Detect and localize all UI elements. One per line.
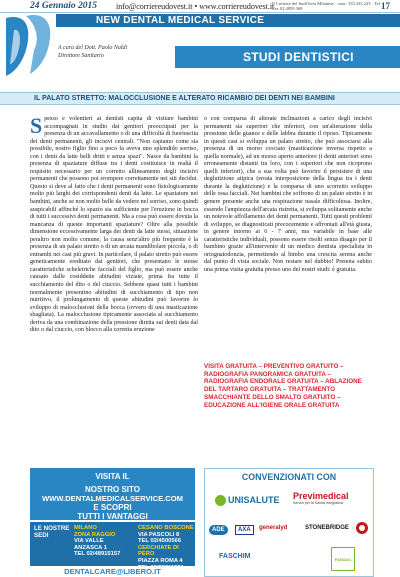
- previmedical-logo: [293, 491, 349, 505]
- article-text-right: o con comparsa di alterate inclinazioni a carico degli incisivi permanenti sia superiori che inferiori, con un'alterazione della pressione delle guance e delle labbra durante il riposo. Tipicamente in questi casi si sviluppa un palato stretto, che può associarsi alla presenza di un morso crociato (masticazione inversa rispetto a quella normale), ad un morso aperto anteriore (i denti anteriori sono erroneamente distanti tra loro, con i superiori che non ricoprono quelli inferiori), che a sua volta può favorire il persistere di una deglutizione atipica (errata interposizione della lingua tra i denti durante la deglutizione) e la comparsa di uno scorretto sviluppo delle ossa facciali. Nei bambini che soffrono di un palato stretto è in genere presente anche una respirazione nasale difficoltosa. Inoltre, essendo l'ampiezza dell'arcata ristretta, si sviluppa solitamente anche un notevole affollamento dei denti permanenti. Tutti questi problemi di sviluppo, se diagnosticati precocemente e affrontati all'età giusta, in genere intorno ai 6 - 7 anni, ma variabile in base alle caratteristiche individuali, possono essere risolti senza disagio per il bambino grazie all'intervento di un medico dentista specialista in ortognatodonzia, permettendo al bimbo una crescita serena anche dal punto di vista sociale. Non restare nel dubbio! Prenota subito una prima visita gratuita presso uno dei nostri studi: è gratuita.: [204, 116, 372, 273]
- promo-line-4: E SCOPRI: [93, 503, 132, 512]
- unisalute-logo: [215, 495, 280, 506]
- article-text-left: pesso e volentieri ai dentisti capita di visitare bambini accompagnati in studio dai genitori preoccupati per la presenza di un accavallamento o di una difficoltà di fuoriuscita dei denti permanenti, gli incisivi centrali. "Non capiamo come sia possibile, nostro figlio fino a poco fa aveva uno splendido sorriso, con i denti da latte belli dritti e senza spazi". Nasce da bambini la presenza di spaziature diffuse tra i denti costituisce in realtà il requisito necessario per un corretto allineamento degli incisivi permanenti che possono poi erompere correttamente nei siti decidui. Questo si deve al fatto che i denti permanenti sono fisiologicamente molto più larghi dei corrispondenti denti da latte. Le spaziature nei bambini, anche se non molto belle da vedere nel sorriso, sono quindi auspicabili affinché lo spazio sia sufficiente per l'eruzione in bocca di tutti i successivi denti permanenti. Ma a cosa può essere dovuta la mancanza di queste importanti spaziature? Oltre alla possibile dimensione eccessivamente larga dei denti da latte stessi, situazione peraltro non molto comune, la causa senz'altro più frequente è la presenza di un palato stretto o di un arcata mandibolare piccola, o di entrambi nei casi più gravi. In particolare, il palato stretto può essere geneticamente ereditato dai genitori, che presentano le stesse caratteristiche scheletriche facciali del figlio, ma può essere anche causato dalle cosiddette abitudini viziate, prima fra tutte il succhiamento del dito o del ciuccio. Sebbene quasi tutti i bambini normalmente presentino abitudini di succhiamento di tipo non nutritivo, il prolungamento di queste abitudini può favorire lo sviluppo di malocclusioni della bocca (ovvero di una masticazione sbagliata). La malocclusione tipicamente associata al succhiamento deriva da una combinazione della pressione diretta sui denti data dal dito o dal ciuccio, con blocco alla corretta eruzione: [30, 116, 198, 334]
- ade-name: ADE: [209, 525, 228, 535]
- location-cesano: [138, 525, 195, 571]
- seal-icon: [355, 521, 369, 535]
- article-title-bar: [0, 92, 400, 105]
- partners-title: CONVENZIONATI CON: [241, 472, 337, 482]
- previmedical-tagline: Servizi per la Sanità Integrativa: [293, 501, 343, 505]
- author-name: A cura del Dott. Paolo Naldi: [58, 45, 128, 51]
- fasdac-name: FASDAC: [334, 557, 352, 562]
- article-title: IL PALATO STRETTO: MALOCCLUSIONE E ALTERATO RICAMBIO DEI DENTI NEI BAMBINI: [34, 95, 335, 102]
- contact-email-link[interactable]: DENTALCARE@LIBERO.IT: [30, 566, 195, 577]
- dms-logo-icon: [0, 10, 60, 80]
- location-milano: [74, 525, 120, 558]
- drop-cap: S: [30, 113, 43, 138]
- locations-label-2: SEDI: [34, 532, 49, 539]
- cerchiate-street: PIAZZA ROMA 4: [138, 557, 183, 564]
- milano-street: VIA VALLE: [74, 538, 104, 545]
- contact-urls: info@corriereudovest.it • www.corriereudovest.it: [116, 2, 275, 11]
- milano-zone: ZONA RAGGIO: [74, 531, 116, 538]
- cerchiate-city: CERCHIATE DI PERO: [138, 544, 179, 558]
- axa-logo: [235, 525, 254, 535]
- stonebridge-name: STONEBRIDGE: [305, 525, 349, 531]
- locations-label-1: LE NOSTRE: [34, 525, 70, 532]
- brand-title: NEW DENTAL MEDICAL SERVICE: [96, 15, 265, 26]
- promo-line-5: TUTTI I VANTAGGI: [77, 512, 148, 521]
- stonebridge-logo: [305, 525, 349, 531]
- header-band: [56, 14, 400, 27]
- top-bar: [0, 0, 400, 13]
- axa-name: AXA: [235, 525, 254, 535]
- free-services-offer: VISITA GRATUITA – PREVENTIVO GRATUITO – RADIOGRAFIA PANORAMICA GRATUITA – RADIOGRAFIA ENDORALE GRATUITA – ABLAZIONE DEL TARTARO GRATUITA – TRATTAMENTO SMACCHIANTE DELLO SMALTO GRATUITO – EDUCAZIONE ALL'IGIENE ORALE GRATUITA: [204, 363, 362, 409]
- generali-logo: [259, 525, 287, 531]
- promo-website-link[interactable]: WWW.DENTALMEDICALSERVICE.COM: [41, 494, 184, 503]
- masthead-info: Il Corriere del SudOvest Milanese · canc. 335.335.223 · Tel Fax 02.4859.368: [272, 1, 380, 11]
- fasdac-logo: [331, 547, 355, 571]
- section-band: [175, 46, 400, 68]
- locations-label: [34, 525, 69, 539]
- milano-number: ANZASCA 1: [74, 544, 107, 551]
- author-credit: [58, 44, 127, 60]
- unisalute-icon: [215, 495, 226, 506]
- issue-date: 24 Gennaio 2015: [30, 1, 98, 11]
- locations-box: [30, 522, 195, 566]
- promo-line-1: VISITA IL: [95, 472, 130, 481]
- promo-line-2: NOSTRO SITO: [85, 485, 140, 494]
- ade-logo: [209, 525, 228, 535]
- cesano-city: CESANO BOSCONE: [138, 525, 194, 531]
- article-column-left: [30, 113, 198, 335]
- cesano-phone: TEL 02/4500566: [138, 538, 182, 545]
- faschim-name: FASCHIM: [219, 553, 251, 560]
- author-role: Direttore Sanitario: [58, 53, 104, 59]
- milano-phone: TEL 02/48915157: [74, 551, 121, 558]
- faschim-logo: [219, 553, 251, 560]
- page-number: 17: [381, 1, 390, 11]
- section-title: STUDI DENTISTICI: [243, 50, 354, 64]
- previmedical-name: Previmedical: [293, 491, 349, 501]
- generali-name: generalyd: [259, 525, 288, 531]
- unisalute-name: UNISALUTE: [228, 495, 280, 505]
- cesano-street: VIA PASCOLI 8: [138, 531, 180, 538]
- partners-box: [204, 468, 374, 577]
- article-column-right: [204, 116, 372, 274]
- milano-city: MILANO: [74, 525, 97, 531]
- website-promo-box[interactable]: [30, 468, 195, 520]
